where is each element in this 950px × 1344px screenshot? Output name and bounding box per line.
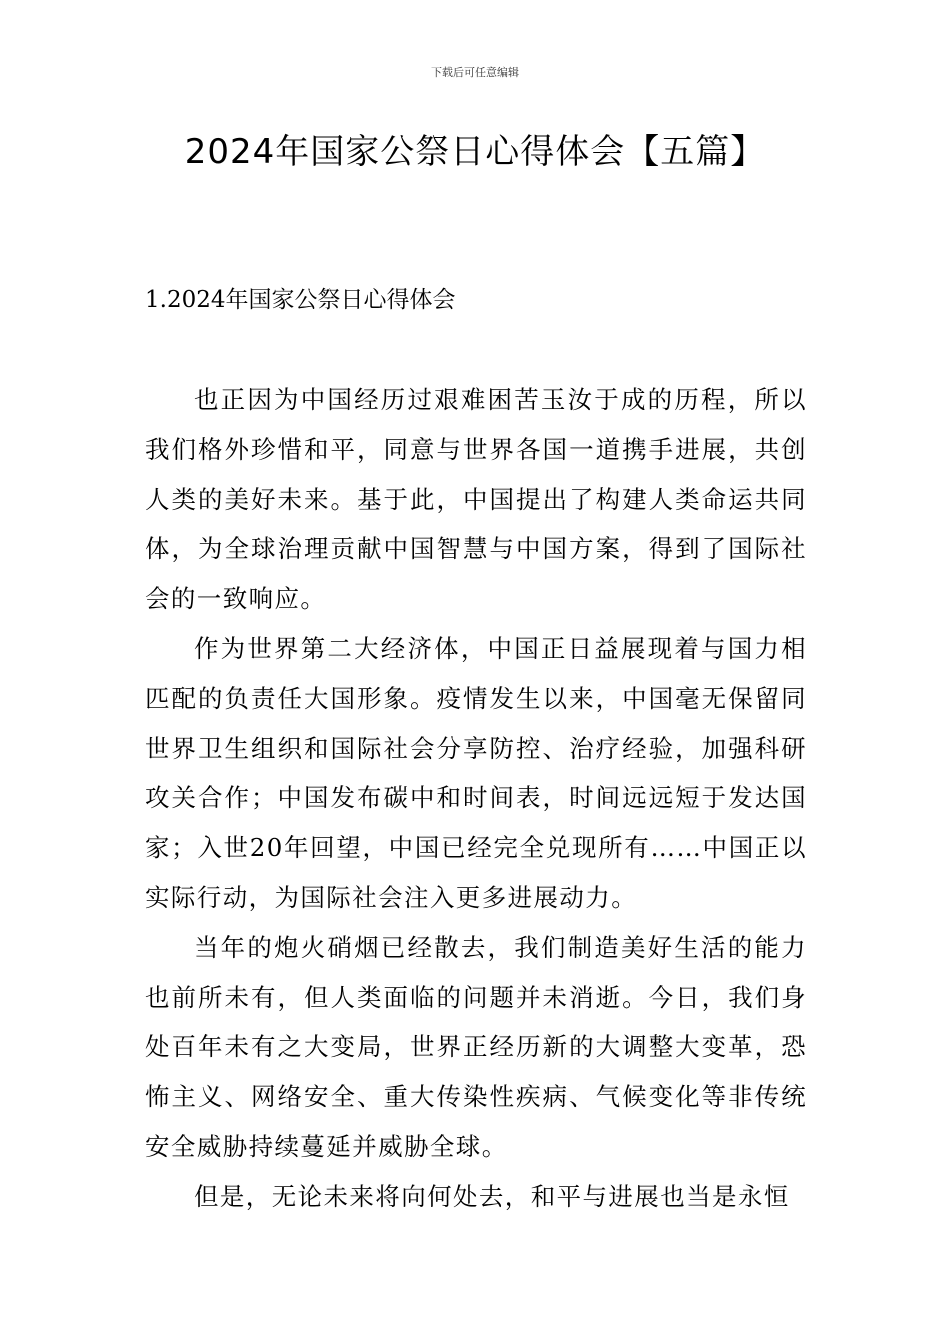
paragraph: 当年的炮火硝烟已经散去，我们制造美好生活的能力也前所未有，但人类面临的问题并未消逝。今日，我们身处百年未有之大变局，世界正经历新的大调整大变革，恐怖主义、网络安全、重大传染性疾病、气候变化等非传统安全威胁持续蔓延并威胁全球。 <box>145 932 807 1161</box>
document-title: 2024年国家公祭日心得体会【五篇】 <box>184 132 766 172</box>
document-body <box>145 375 807 1222</box>
header-note: 下载后可任意编辑 <box>431 66 519 79</box>
section-heading: 1.2024年国家公祭日心得体会 <box>145 287 456 313</box>
paragraph: 也正因为中国经历过艰难困苦玉汝于成的历程，所以我们格外珍惜和平，同意与世界各国一道携手进展，共创人类的美好未来。基于此，中国提出了构建人类命运共同体，为全球治理贡献中国智慧与中国方案，得到了国际社会的一致响应。 <box>145 385 807 614</box>
paragraph: 作为世界第二大经济体，中国正日益展现着与国力相匹配的负责任大国形象。疫情发生以来，中国毫无保留同世界卫生组织和国际社会分享防控、治疗经验，加强科研攻关合作；中国发布碳中和时间表，时间远远短于发达国家；入世20年回望，中国已经完全兑现所有……中国正以实际行动，为国际社会注入更多进展动力。 <box>145 633 807 912</box>
paragraph: 但是，无论未来将向何处去，和平与进展也当是永恒 <box>194 1181 790 1211</box>
